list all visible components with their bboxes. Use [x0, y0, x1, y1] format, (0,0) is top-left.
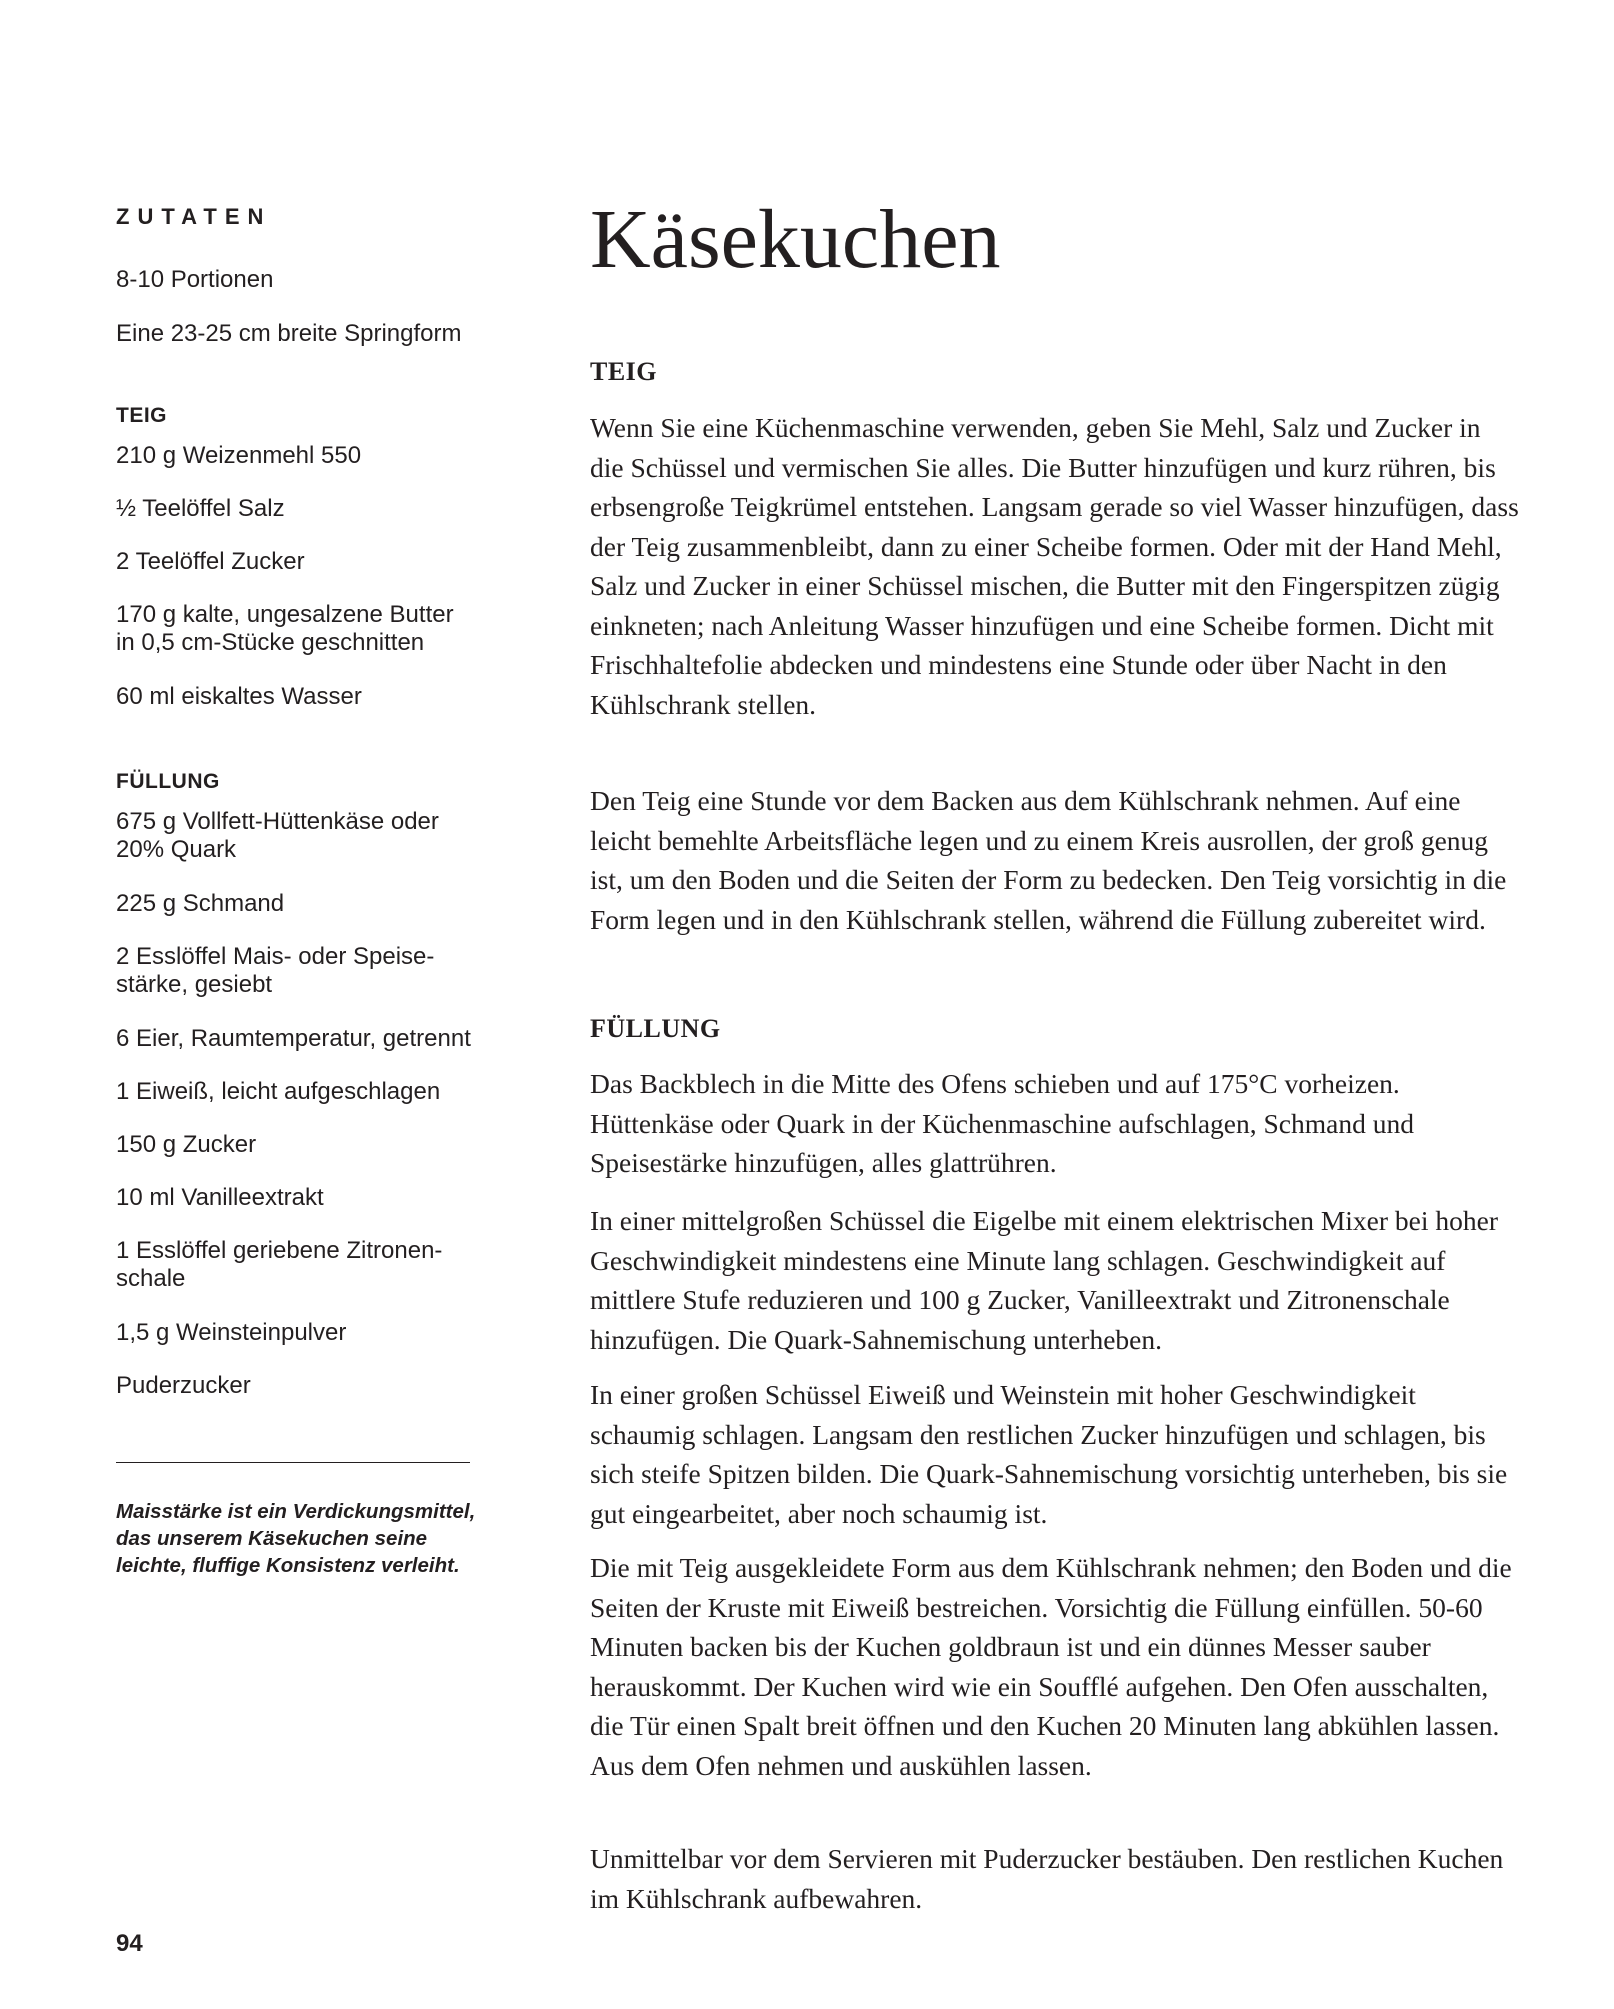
ingredient-item: 6 Eier, Raumtemperatur, getrennt [116, 1025, 471, 1052]
paragraph: Unmittelbar vor dem Servieren mit Puderzucker bestäuben. Den restlichen Kuchen im Kühlschrank aufbewahren. [590, 1843, 1504, 1914]
ingredient-item: 60 ml eiskaltes Wasser [116, 683, 362, 710]
teig-ingredients-heading: TEIG [116, 404, 168, 427]
paragraph: In einer mittelgroßen Schüssel die Eigelbe mit einem elektrischen Mixer bei hoher Geschwindigkeit mindestens eine Minute lang schlagen. Geschwindigkeit auf mittlere Stufe reduzieren und 100 g Zucker, Vanilleextrakt und Zitronenschale hinzufügen. Die Quark-Sahnemischung unterheben. [590, 1205, 1498, 1355]
divider [116, 1462, 470, 1463]
fuellung-section-heading: FÜLLUNG [590, 1014, 721, 1043]
pan-size: Eine 23-25 cm breite Springform [116, 320, 462, 347]
fuellung-ingredients-heading: FÜLLUNG [116, 770, 220, 793]
ingredient-item: 225 g Schmand [116, 890, 285, 917]
recipe-title: Käsekuchen [590, 193, 1001, 286]
teig-section-heading: TEIG [590, 357, 658, 386]
paragraph: Den Teig eine Stunde vor dem Backen aus dem Kühlschrank nehmen. Auf eine leicht bemehlte Arbeitsfläche legen und zu einem Kreis ausrollen, der groß genug ist, um den Boden und die Seiten der Form zu bedecken. Den Teig vorsichtig in die Form legen und in den Kühlschrank stellen, während die Füllung zubereitet wird. [590, 785, 1507, 935]
ingredient-item: 1 Eiweiß, leicht aufgeschlagen [116, 1078, 441, 1105]
ingredient-item: 1,5 g Weinsteinpulver [116, 1319, 347, 1346]
ingredient-item: 210 g Weizenmehl 550 [116, 442, 362, 469]
ingredient-item: Puderzucker [116, 1372, 251, 1399]
ingredient-item: 170 g kalte, ungesalzene Butter in 0,5 cm-Stücke geschnitten [116, 601, 454, 656]
ingredient-item: 2 Teelöffel Zucker [116, 548, 305, 575]
ingredients-heading: ZUTATEN [116, 204, 272, 229]
ingredient-item: 2 Esslöffel Mais- oder Speise-stärke, gesiebt [116, 943, 435, 998]
ingredient-item: 1 Esslöffel geriebene Zitronen-schale [116, 1237, 443, 1292]
paragraph: Wenn Sie eine Küchenmaschine verwenden, geben Sie Mehl, Salz und Zucker in die Schüssel und vermischen Sie alles. Die Butter hinzufügen und kurz rühren, bis erbsengroße Teigkrümel entstehen. Langsam gerade so viel Wasser hinzufügen, dass der Teig zusammenbleibt, dann zu einer Scheibe formen. Oder mit der Hand Mehl, Salz und Zucker in einer Schüssel mischen, die Butter mit den Fingerspitzen zügig einkneten; nach Anleitung Wasser hinzufügen und eine Scheibe formen. Dicht mit Frischhaltefolie abdecken und mindestens eine Stunde oder über Nacht in den Kühlschrank stellen. [590, 412, 1519, 720]
paragraph: Die mit Teig ausgekleidete Form aus dem Kühlschrank nehmen; den Boden und die Seiten der Kruste mit Eiweiß bestreichen. Vorsichtig die Füllung einfüllen. 50-60 Minuten backen bis der Kuchen goldbraun ist und ein dünnes Messer sauber herauskommt. Der Kuchen wird wie ein Soufflé aufgehen. Den Ofen ausschalten, die Tür einen Spalt breit öffnen und den Kuchen 20 Minuten lang abkühlen lassen. Aus dem Ofen nehmen und auskühlen lassen. [590, 1552, 1512, 1781]
ingredient-item: 675 g Vollfett-Hüttenkäse oder 20% Quark [116, 808, 439, 863]
page-number: 94 [116, 1930, 143, 1957]
side-note: Maisstärke ist ein Verdickungsmittel, das unserem Käsekuchen seine leichte, fluffige Konsistenz verleiht. [116, 1500, 476, 1577]
ingredient-item: 10 ml Vanilleextrakt [116, 1184, 324, 1211]
paragraph: Das Backblech in die Mitte des Ofens schieben und auf 175°C vorheizen. Hüttenkäse oder Quark in der Küchenmaschine aufschlagen, Schmand und Speisestärke hinzufügen, alles glattrühren. [590, 1068, 1414, 1178]
servings: 8-10 Portionen [116, 266, 274, 293]
ingredient-item: 150 g Zucker [116, 1131, 257, 1158]
ingredient-item: ½ Teelöffel Salz [116, 495, 285, 522]
paragraph: In einer großen Schüssel Eiweiß und Weinstein mit hoher Geschwindigkeit schaumig schlagen. Langsam den restlichen Zucker hinzufügen und schlagen, bis sich steife Spitzen bilden. Die Quark-Sahnemischung vorsichtig unterheben, bis sie gut eingearbeitet, aber noch schaumig ist. [590, 1379, 1508, 1529]
